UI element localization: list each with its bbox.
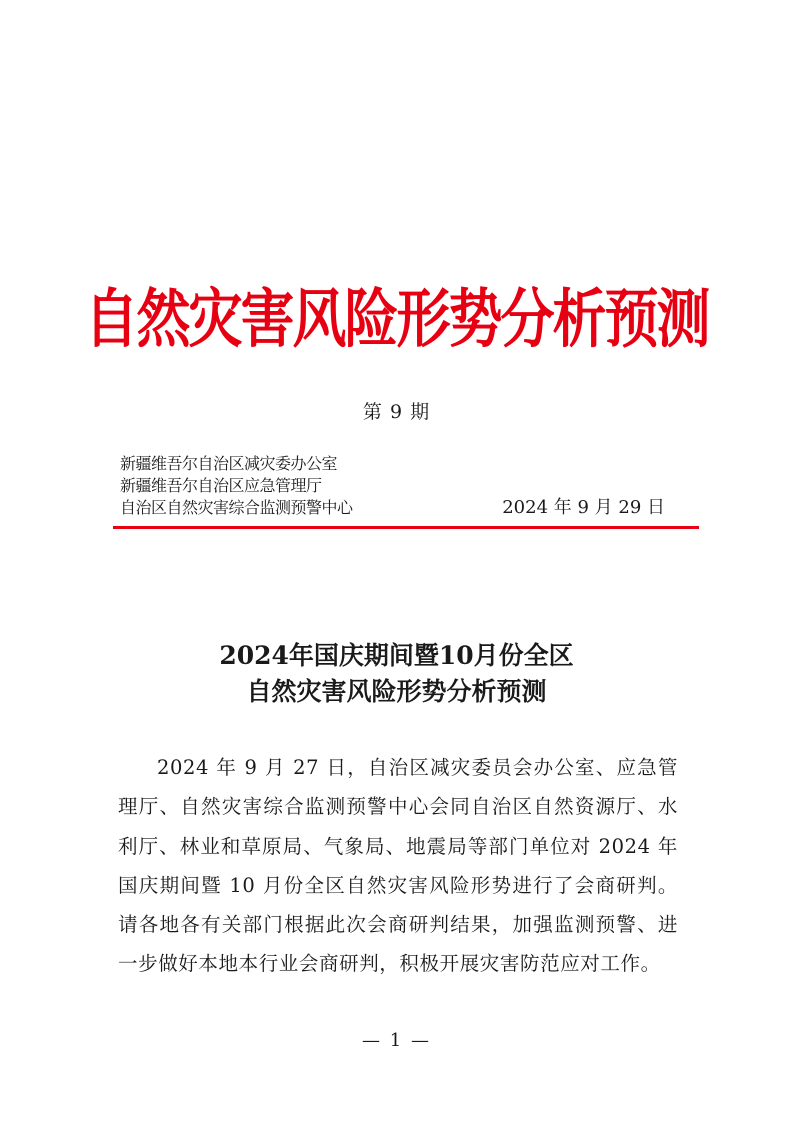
- article-title-line: 2024年国庆期间暨10月份全区: [219, 641, 574, 670]
- masthead-title: 自然灾害风险形势分析预测: [84, 282, 709, 357]
- body-paragraph: 2024 年 9 月 27 日，自治区减灾委员会办公室、应急管理厅、自然灾害综合监测预警中心会同自治区自然资源厅、水利厅、林业和草原局、气象局、地震局等部门单位对 2024 年国庆期间暨 10 月份全区自然灾害风险形势进行了会商研判。请各地各有关部门根据此次会商研判结果，加强监测预警、进一步做好本地本行业会商研判，积极开展灾害防范应对工作。: [118, 756, 678, 976]
- article-title-line: 自然灾害风险形势分析预测: [246, 677, 547, 706]
- issuer-line: 新疆维吾尔自治区应急管理厅: [120, 476, 322, 495]
- publication-date: 2024 年 9 月 29 日: [502, 497, 665, 518]
- article-title: [0, 638, 793, 710]
- issuing-agencies: [120, 453, 353, 519]
- page-number: — 1 —: [362, 1030, 431, 1051]
- issuer-line: 新疆维吾尔自治区减灾委办公室: [120, 454, 338, 473]
- issue-number: 第 9 期: [362, 401, 431, 423]
- issuer-line: 自治区自然灾害综合监测预警中心: [120, 498, 353, 517]
- red-divider-line: [113, 526, 699, 529]
